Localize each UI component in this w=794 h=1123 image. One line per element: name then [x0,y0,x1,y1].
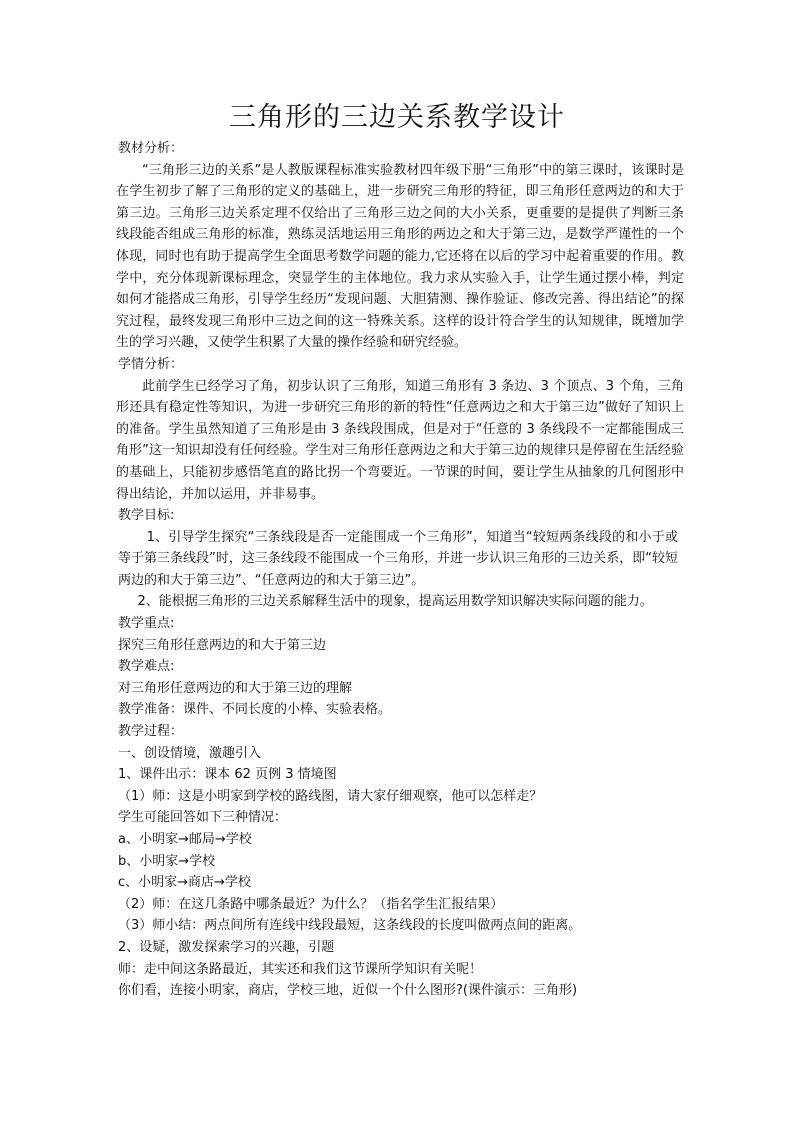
key-text: 探究三角形任意两边的和大于第三边 [118,637,327,653]
difficulty-text: 对三角形任意两边的和大于第三边的理解 [118,680,353,696]
student-heading: 学情分析： [118,356,184,372]
goal-heading: 教学目标: [118,508,175,524]
process-line-10: 2、设疑，激发探索学习的兴趣，引题 [118,939,335,955]
process-line-1: 一、创设情境，激趣引入 [118,745,262,761]
goal-item-2: 2、能根据三角形的三边关系解释生活中的现象，提高运用数学知识解决实际问题的能力。 [137,594,653,610]
key-heading: 教学重点: [118,616,175,632]
process-line-12: 你们看，连接小明家，商店，学校三地，近似一个什么图形?(课件演示：三角形) [118,983,578,999]
process-line-9: （3）师小结：两点间所有连线中线段最短，这条线段的长度叫做两点间的距离。 [118,918,582,934]
process-line-3: （1）师：这是小明家到学校的路线图，请大家仔细观察，他可以怎样走？ [118,788,543,804]
prep-line: 教学准备：课件、不同长度的小棒、实验表格。 [118,702,392,718]
material-paragraph: “三角形三边的关系”是人教版课程标准实验教材四年级下册“三角形”中的第三课时，该课时是在学生初步了解了三角形的定义的基础上，进一步研究三角形的特征，即三角形任意两边的和大于第三边。三角形三边关系定理不仅给出了三角形三边之间的大小关系，更重要的是提供了判断三条线段能否组成三角形的标准，熟练灵活地运用三角形的两边之和大于第三边，是数学严谨性的一个体现，同时也有助于提高学生全面思考数学问题的能力,它还将在以后的学习中起着重要的作用。教学中，充分体现新课标理念，突显学生的主体地位。我力求从实验入手，让学生通过摆小棒，判定如何才能搭成三角形，引导学生经历“发现问题、大胆猜测、操作验证、修改完善、得出结论”的探究过程，最终发现三角形中三边之间的这一特殊关系。这样的设计符合学生的认知规律，既增加学生的学习兴趣，又使学生积累了大量的操作经验和研究经验。 [116,162,684,351]
document-body [116,138,684,1002]
student-paragraph: 此前学生已经学习了角，初步认识了三角形，知道三角形有 3 条边、3 个顶点、3 个角，三角形还具有稳定性等知识，为进一步研究三角形的新的特性“任意两边之和大于第三边”做好了知识上的准备。学生虽然知道了三角形是由 3 条线段围成，但是对于“任意的 3 条线段不一定都能围成三角形”这一知识却没有任何经验。学生对三角形任意两边之和大于第三边的规律只是停留在生活经验的基础上，只能初步感悟笔直的路比拐一个弯要近。一节课的时间，要让学生从抽象的几何图形中得出结论，并加以运用，并非易事。 [116,378,684,502]
process-heading: 教学过程： [118,724,184,740]
document-title: 三角形的三边关系教学设计 [229,102,565,133]
process-line-5: a、小明家→邮局→学校 [118,832,252,847]
process-line-4: 学生可能回答如下三种情况： [118,810,288,826]
difficulty-heading: 教学难点: [118,659,175,675]
process-line-7: c、小明家→商店→学校 [118,875,251,891]
process-line-2: 1、课件出示：课本 62 页例 3 情境图 [118,767,337,783]
process-line-11: 师：走中间这条路最近，其实还和我们这节课所学知识有关呢！ [118,961,483,977]
goal-item-1: 1、引导学生探究“三条线段是否一定能围成一个三角形”，知道当“较短两条线段的和小于或等于第三条线段”时，这三条线段不能围成一个三角形，并进一步认识三角形的三边关系，即“较短两边的和大于第三边”、“任意两边的和大于第三边”。 [118,529,678,588]
process-line-6: b、小明家→学校 [118,853,216,869]
process-line-8: （2）师：在这几条路中哪条最近？为什么？（指名学生汇报结果） [118,896,504,912]
material-heading: 教材分析： [118,141,184,156]
